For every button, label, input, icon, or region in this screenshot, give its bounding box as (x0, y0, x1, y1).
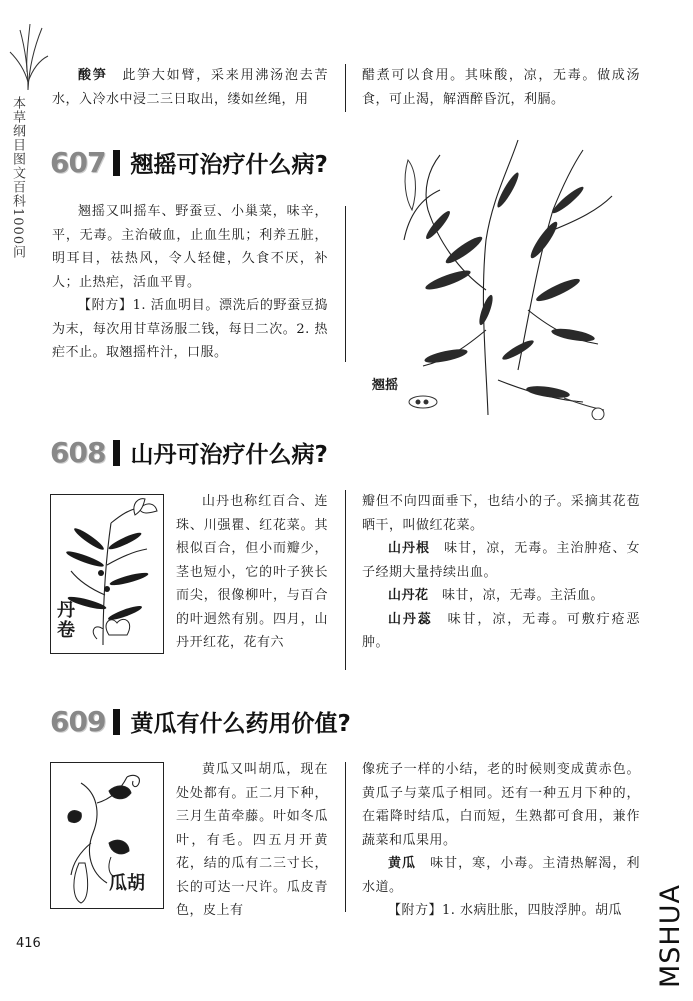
paragraph: 像疣子一样的小结，老的时候则变成黄赤色。黄瓜子与菜瓜子相同。还有一种五月下种的，在霜降时结瓜，白而短，生熟都可食用，兼作蔬菜和瓜果用。 (362, 762, 640, 848)
qiaoyao-plant-illustration (368, 130, 618, 420)
paragraph-fangfu: 【附方】1. 水病肚胀，四肢浮肿。胡瓜 (388, 903, 623, 918)
book-title-vertical: 本草纲目图文百科1000问 (10, 96, 25, 260)
paragraph: 黄瓜又叫胡瓜，现在处处都有。正二月下种，三月生苗牵藤。叶如冬瓜叶，有毛。四五月开黄花，结的瓜有二三寸长，长的可达一尺许。瓜皮青色，皮上有 (176, 762, 328, 918)
question-title: 黄瓜有什么药用价值? (130, 711, 351, 737)
intro-left-text: 此笋大如臂，采来用沸汤泡去苦水，入冷水中浸二三日取出，缕如丝绳，用 (52, 68, 328, 107)
herb-text: 味甘，寒，小毒。主清热解渴，利水道。 (362, 856, 640, 895)
paragraph: 翘摇又叫摇车、野蚕豆、小巢菜，味辛，平，无毒。主治破血，止血生肌；利养五脏，明耳目，祛热风，令人轻健，久食不厌，补人；止热疟，活血平胃。 (52, 204, 328, 290)
paragraph: 山丹也称红百合、连珠、川强瞿、红花菜。其根似百合，但小而瓣少，茎也短小，它的叶子狭长而尖，很像柳叶，与百合的叶迥然有别。四月，山丹开红花，花有六 (176, 494, 328, 650)
question-title: 翘摇可治疗什么病? (130, 152, 328, 178)
herb-label: 山丹花 (388, 588, 429, 603)
question-number: 609 (50, 705, 106, 738)
herb-item (362, 852, 640, 899)
question-609-left-text (176, 758, 328, 923)
question-609-right-text (362, 758, 640, 923)
paragraph-fangfu: 【附方】1. 活血明目。漂洗后的野蚕豆捣为末，每次用甘草汤服二钱，每日二次。2. 热疟不止。取翘摇杵汁，口服。 (52, 298, 328, 360)
question-number: 607 (50, 146, 106, 179)
column-divider (345, 762, 346, 912)
herb-item (362, 537, 640, 584)
herb-item (362, 584, 640, 608)
column-divider (345, 490, 346, 670)
image-caption: 瓜胡 (109, 873, 145, 894)
image-caption: 翘摇 (372, 378, 399, 393)
question-608-heading (50, 436, 328, 469)
question-609-heading (50, 705, 351, 738)
question-number: 608 (50, 436, 106, 469)
intro-right-block (362, 64, 640, 111)
paragraph: 瓣但不向四面垂下，也结小的子。采摘其花苞晒干，叫做红花菜。 (362, 494, 640, 533)
question-607-heading (50, 146, 328, 179)
intro-right-text: 醋煮可以食用。其味酸，凉，无毒。做成汤食，可止渴，解酒醉昏沉，利膈。 (362, 68, 640, 107)
herb-text: 味甘，凉，无毒。主治肿疮、女子经期大量持续出血。 (362, 541, 640, 580)
image-caption: 丹卷 (57, 600, 75, 641)
heading-bar (113, 440, 120, 466)
heading-bar (113, 709, 120, 735)
shandan-illustration-box (50, 494, 164, 654)
herb-label: 山丹蕊 (388, 611, 433, 627)
herb-text: 味甘，凉，无毒。主活血。 (442, 588, 605, 603)
question-608-right-text (362, 490, 640, 655)
page-number: 416 (16, 936, 41, 951)
heading-bar (113, 150, 120, 176)
herb-label: 黄瓜 (388, 856, 417, 871)
herb-item (362, 608, 640, 655)
svg-text:MSHUA: MSHUA (655, 884, 686, 988)
cucumber-plant-illustration (51, 763, 163, 908)
decorative-sprig-icon (6, 22, 50, 92)
herb-text: 味甘，凉，无毒。可敷疔疮恶肿。 (362, 611, 640, 650)
column-divider (345, 64, 346, 112)
intro-label: 酸笋 (78, 68, 108, 83)
intro-left-block (52, 64, 328, 111)
watermark (651, 872, 687, 990)
herb-label: 山丹根 (388, 541, 431, 556)
column-divider (345, 206, 346, 362)
question-608-left-text (176, 490, 328, 655)
question-title: 山丹可治疗什么病? (130, 442, 328, 468)
huanggua-illustration-box (50, 762, 164, 909)
question-607-body (52, 200, 328, 365)
